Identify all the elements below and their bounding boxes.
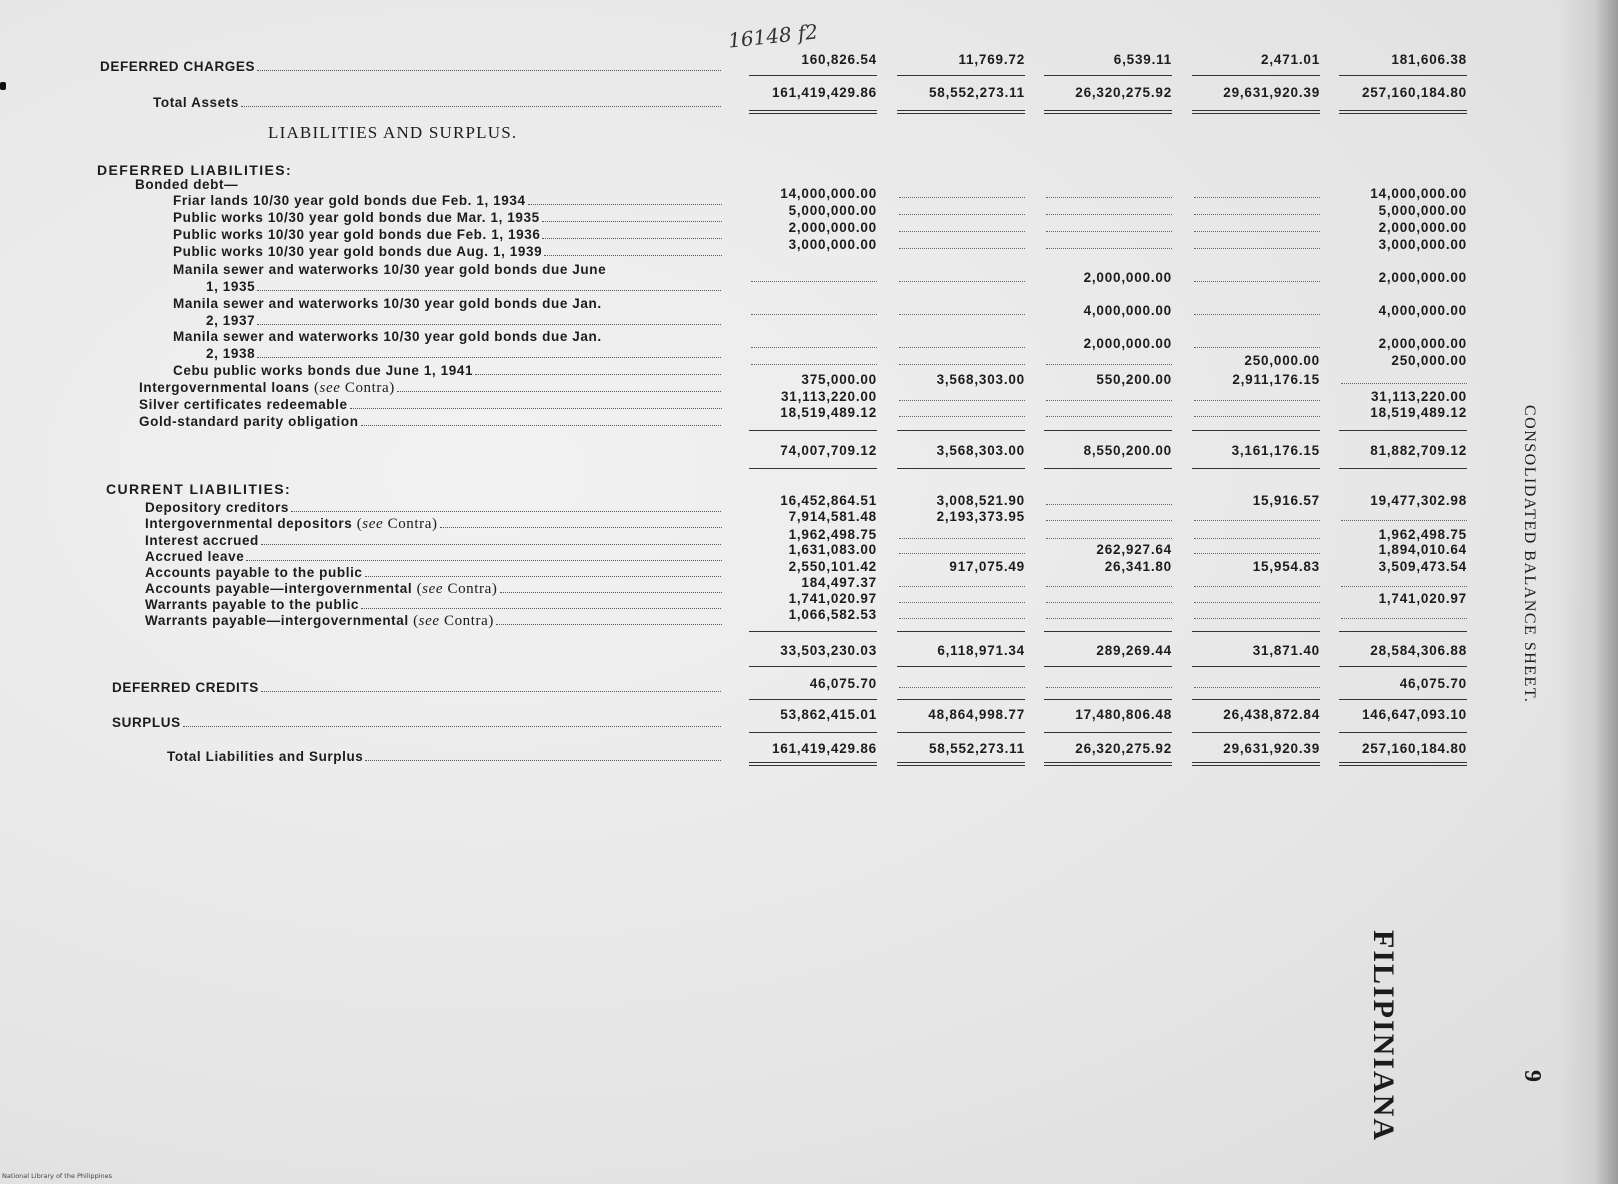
row-label-text: Gold-standard parity obligation [139,414,359,429]
row-label-text: Accounts payable to the public [145,565,363,580]
row-label-friar [173,193,722,209]
cell-total_assets-1: 58,552,273.11 [929,85,1025,100]
cell-surplus-0: 53,862,415.01 [780,707,877,722]
cell-total_liab-2: 26,320,275.92 [1075,741,1172,756]
leader-dots [261,690,722,692]
footer-tag: National Library of the Philippines [2,1172,113,1180]
row-label-text: 2, 1938 [206,346,256,361]
empty-cell-gold-3 [1194,416,1320,417]
row-label-ms1935 [206,279,722,295]
page-number: 9 [1519,1070,1545,1082]
row-label-deferred_credits [112,680,722,696]
row-label-ap_inter [145,581,722,597]
cell-current_total-3: 31,871.40 [1252,643,1320,658]
empty-cell-deferred_credits-1 [899,687,1025,688]
rule-110-4 [1339,110,1467,114]
rule-762-3 [1192,762,1320,766]
rule-631-0 [749,631,877,632]
empty-cell-ap_inter-4 [1341,586,1467,587]
rule-430-1 [897,430,1025,431]
empty-cell-gold-1 [899,416,1025,417]
row-label-text: Total Assets [153,95,239,110]
contra-open: ( [408,613,419,629]
row-label-text: Accrued leave [145,549,245,564]
leader-dots [257,69,722,71]
rule-75-1 [897,75,1025,76]
empty-cell-depository-2 [1046,504,1172,505]
margin-mark [0,82,6,90]
cell-ms1938-4: 2,000,000.00 [1378,336,1467,351]
empty-cell-ms1937-1 [899,314,1025,315]
empty-cell-pw1939-1 [899,248,1025,249]
contra-see: see [362,516,384,532]
contra-see: see [418,613,440,629]
empty-cell-ms1937-0 [751,314,877,315]
empty-cell-wp_inter-1 [899,618,1025,619]
leader-dots [365,759,722,761]
cell-ap_public-0: 2,550,101.42 [788,559,877,574]
leader-dots [500,591,723,593]
row-label-text: Silver certificates redeemable [139,397,348,412]
leader-dots [261,543,722,545]
empty-cell-leave-3 [1194,553,1320,554]
leader-dots [361,607,722,609]
cell-wp_inter-0: 1,066,582.53 [788,607,877,622]
empty-cell-ms1938-1 [899,347,1025,348]
cell-ms1935-2: 2,000,000.00 [1083,270,1172,285]
empty-cell-ap_inter-3 [1194,586,1320,587]
cell-pw1935-4: 5,000,000.00 [1378,203,1467,218]
rule-468-1 [897,468,1025,469]
rule-666-3 [1192,666,1320,667]
cell-gold-0: 18,519,489.12 [780,405,877,420]
cell-interdep-1: 2,193,373.95 [936,509,1025,524]
empty-cell-wp_public-1 [899,602,1025,603]
rule-666-4 [1339,666,1467,667]
leader-dots [496,623,722,625]
contra-reference [310,380,395,396]
empty-cell-interest-2 [1046,538,1172,539]
row-label-interest [145,533,722,549]
cell-pw1935-0: 5,000,000.00 [788,203,877,218]
row-label-ms1935-line1: Manila sewer and waterworks 10/30 year gold bonds due June [173,262,607,277]
cell-ap_public-3: 15,954.83 [1252,559,1320,574]
rule-75-4 [1339,75,1467,76]
contra-close: Contra) [443,581,498,597]
row-label-ms1938 [206,346,722,362]
empty-cell-interest-3 [1194,538,1320,539]
rule-732-4 [1339,732,1467,733]
rule-631-3 [1192,631,1320,632]
row-label-text: 2, 1937 [206,313,256,328]
empty-cell-cebu-0 [751,364,877,365]
rule-732-2 [1044,732,1172,733]
leader-dots [542,220,722,222]
rule-762-4 [1339,762,1467,766]
row-label-wp_inter [145,613,722,629]
rule-631-2 [1044,631,1172,632]
row-label-total_liab [167,749,722,765]
cell-surplus-2: 17,480,806.48 [1075,707,1172,722]
empty-cell-ap_inter-1 [899,586,1025,587]
cell-surplus-4: 146,647,093.10 [1361,707,1467,722]
rule-110-3 [1192,110,1320,114]
leader-dots [183,725,722,727]
row-label-surplus [112,715,722,731]
leader-dots [440,526,722,528]
rule-430-3 [1192,430,1320,431]
empty-cell-deferred_credits-3 [1194,687,1320,688]
cell-total_liab-4: 257,160,184.80 [1361,741,1467,756]
cell-depository-0: 16,452,864.51 [780,493,877,508]
row-label-text: Intergovernmental loans [139,380,310,395]
cell-interloans-2: 550,200.00 [1096,372,1172,387]
cell-cebu-4: 250,000.00 [1391,353,1467,368]
row-label-interdep [145,516,722,532]
row-label-text: SURPLUS [112,715,181,730]
rule-699-3 [1192,699,1320,700]
row-label-text: Public works 10/30 year gold bonds due Aug. 1, 1939 [173,244,543,259]
rule-699-0 [749,699,877,700]
rule-762-0 [749,762,877,766]
cell-total_assets-4: 257,160,184.80 [1361,85,1467,100]
cell-total_assets-3: 29,631,920.39 [1223,85,1320,100]
cell-total_liab-3: 29,631,920.39 [1223,741,1320,756]
rule-666-2 [1044,666,1172,667]
empty-cell-interdep-4 [1341,520,1467,521]
empty-cell-deferred_credits-2 [1046,687,1172,688]
cell-pw1936-4: 2,000,000.00 [1378,220,1467,235]
cell-ms1937-4: 4,000,000.00 [1378,303,1467,318]
row-label-leave [145,549,722,565]
empty-cell-ms1935-1 [899,281,1025,282]
rule-732-1 [897,732,1025,733]
cell-total_assets-0: 161,419,429.86 [771,85,877,100]
row-label-text: 1, 1935 [206,279,256,294]
leader-dots [397,390,722,392]
current-liabilities-heading: CURRENT LIABILITIES: [106,481,292,497]
cell-total_liab-1: 58,552,273.11 [929,741,1025,756]
row-label-ms1937-line1: Manila sewer and waterworks 10/30 year gold bonds due Jan. [173,296,602,311]
row-label-silver [139,397,722,413]
cell-depository-1: 3,008,521.90 [936,493,1025,508]
cell-interloans-3: 2,911,176.15 [1232,372,1320,387]
cell-leave-2: 262,927.64 [1096,542,1172,557]
cell-deferred_credits-4: 46,075.70 [1399,676,1467,691]
empty-cell-pw1935-2 [1046,214,1172,215]
contra-close: Contra) [383,516,438,532]
cell-depository-3: 15,916.57 [1252,493,1320,508]
cell-surplus-1: 48,864,998.77 [928,707,1025,722]
rule-430-0 [749,430,877,431]
contra-open: ( [352,516,363,532]
cell-total_liab-0: 161,419,429.86 [771,741,877,756]
rule-699-4 [1339,699,1467,700]
row-label-pw1936 [173,227,722,243]
leader-dots [291,510,722,512]
empty-cell-silver-3 [1194,400,1320,401]
cell-deferred_credits-0: 46,075.70 [809,676,877,691]
filipiniana-stamp: FILIPINIANA [1367,930,1400,1143]
cell-deferred_total-0: 74,007,709.12 [780,443,877,458]
row-label-depository [145,500,722,516]
rule-110-1 [897,110,1025,114]
row-label-deferred_charges [100,59,722,75]
leader-dots [528,203,722,205]
cell-leave-4: 1,894,010.64 [1378,542,1467,557]
rule-666-0 [749,666,877,667]
cell-interest-0: 1,962,498.75 [788,527,877,542]
row-label-text: Warrants payable to the public [145,597,360,612]
row-label-wp_public [145,597,722,613]
rule-468-0 [749,468,877,469]
cell-deferred_charges-4: 181,606.38 [1391,52,1467,67]
contra-close: Contra) [340,380,395,396]
cell-ms1935-4: 2,000,000.00 [1378,270,1467,285]
bonded-debt-heading: Bonded debt— [135,177,239,192]
cell-friar-4: 14,000,000.00 [1370,186,1467,201]
cell-cebu-3: 250,000.00 [1244,353,1320,368]
rule-732-0 [749,732,877,733]
contra-see: see [422,581,444,597]
empty-cell-friar-2 [1046,197,1172,198]
row-label-ms1937 [206,313,722,329]
row-label-text: Total Liabilities and Surplus [167,749,364,764]
rule-762-1 [897,762,1025,766]
row-label-pw1939 [173,244,722,260]
row-label-pw1935 [173,210,722,226]
cell-ap_inter-0: 184,497.37 [801,575,877,590]
empty-cell-ms1938-3 [1194,347,1320,348]
row-label-text: Warrants payable—intergovernmental [145,613,409,628]
leader-dots [365,575,722,577]
cell-current_total-0: 33,503,230.03 [780,643,877,658]
empty-cell-silver-2 [1046,400,1172,401]
cell-interloans-1: 3,568,303.00 [936,372,1025,387]
empty-cell-interdep-2 [1046,520,1172,521]
row-label-text: Interest accrued [145,533,259,548]
row-label-interloans [139,380,722,396]
empty-cell-friar-1 [899,197,1025,198]
empty-cell-ms1937-3 [1194,314,1320,315]
contra-close: Contra) [439,613,494,629]
empty-cell-ms1935-3 [1194,281,1320,282]
empty-cell-interdep-3 [1194,520,1320,521]
row-label-text: Public works 10/30 year gold bonds due Mar. 1, 1935 [173,210,540,225]
cell-ap_public-4: 3,509,473.54 [1378,559,1467,574]
cell-current_total-2: 289,269.44 [1096,643,1172,658]
cell-deferred_charges-3: 2,471.01 [1261,52,1320,67]
contra-reference [409,613,494,629]
cell-pw1939-0: 3,000,000.00 [788,237,877,252]
cell-ms1937-2: 4,000,000.00 [1083,303,1172,318]
rule-468-4 [1339,468,1467,469]
cell-deferred_charges-2: 6,539.11 [1113,52,1172,67]
leader-dots [361,424,722,426]
cell-deferred_charges-0: 160,826.54 [801,52,877,67]
empty-cell-friar-3 [1194,197,1320,198]
rule-468-2 [1044,468,1172,469]
leader-dots [350,407,722,409]
row-label-gold [139,414,722,430]
empty-cell-pw1935-1 [899,214,1025,215]
contra-open: ( [309,380,320,396]
empty-cell-gold-2 [1046,416,1172,417]
cell-deferred_total-2: 8,550,200.00 [1083,443,1172,458]
row-label-text: Depository creditors [145,500,290,515]
vertical-title: CONSOLIDATED BALANCE SHEET. [1521,405,1538,704]
rule-699-2 [1044,699,1172,700]
row-label-cebu [173,363,722,379]
empty-cell-wp_inter-3 [1194,618,1320,619]
row-label-ms1938-line1: Manila sewer and waterworks 10/30 year gold bonds due Jan. [173,329,602,344]
rule-699-1 [897,699,1025,700]
contra-reference [412,581,497,597]
empty-cell-pw1936-3 [1194,231,1320,232]
rule-468-3 [1192,468,1320,469]
row-label-text: DEFERRED CREDITS [112,680,259,695]
rule-430-2 [1044,430,1172,431]
row-label-text: DEFERRED CHARGES [100,59,256,74]
leader-dots [544,254,722,256]
rule-110-2 [1044,110,1172,114]
leader-dots [257,356,722,358]
empty-cell-interest-1 [899,538,1025,539]
leader-dots [246,559,722,561]
cell-ap_public-1: 917,075.49 [949,559,1025,574]
contra-see: see [319,380,341,396]
leader-dots [542,237,722,239]
empty-cell-ap_inter-2 [1046,586,1172,587]
contra-reference [352,516,437,532]
empty-cell-pw1936-1 [899,231,1025,232]
empty-cell-wp_public-2 [1046,602,1172,603]
cell-leave-0: 1,631,083.00 [788,542,877,557]
cell-pw1939-4: 3,000,000.00 [1378,237,1467,252]
empty-cell-pw1939-2 [1046,248,1172,249]
cell-interloans-0: 375,000.00 [801,372,877,387]
empty-cell-ms1938-0 [751,347,877,348]
row-label-text: Intergovernmental depositors [145,516,353,531]
empty-cell-ms1935-0 [751,281,877,282]
cell-current_total-1: 6,118,971.34 [937,643,1025,658]
empty-cell-pw1935-3 [1194,214,1320,215]
cell-deferred_total-4: 81,882,709.12 [1370,443,1467,458]
rule-732-3 [1192,732,1320,733]
rule-762-2 [1044,762,1172,766]
empty-cell-pw1936-2 [1046,231,1172,232]
row-label-text: Cebu public works bonds due June 1, 1941 [173,363,474,378]
empty-cell-silver-1 [899,400,1025,401]
rule-75-3 [1192,75,1320,76]
row-label-text: Accounts payable—intergovernmental [145,581,413,596]
empty-cell-interloans-4 [1341,383,1467,384]
leader-dots [257,289,722,291]
row-label-total_assets [153,95,722,111]
cell-ms1938-2: 2,000,000.00 [1083,336,1172,351]
cell-total_assets-2: 26,320,275.92 [1075,85,1172,100]
leader-dots [241,105,722,107]
row-label-text: Friar lands 10/30 year gold bonds due Feb. 1, 1934 [173,193,526,208]
rule-631-1 [897,631,1025,632]
leader-dots [475,373,722,375]
empty-cell-wp_inter-2 [1046,618,1172,619]
empty-cell-cebu-2 [1046,364,1172,365]
cell-current_total-4: 28,584,306.88 [1370,643,1467,658]
rule-110-0 [749,110,877,114]
rule-666-1 [897,666,1025,667]
cell-wp_public-0: 1,741,020.97 [788,591,877,606]
empty-cell-cebu-1 [899,364,1025,365]
cell-silver-4: 31,113,220.00 [1371,389,1467,404]
cell-deferred_charges-1: 11,769.72 [958,52,1025,67]
rule-75-2 [1044,75,1172,76]
cell-gold-4: 18,519,489.12 [1370,405,1467,420]
cell-surplus-3: 26,438,872.84 [1223,707,1320,722]
empty-cell-wp_public-3 [1194,602,1320,603]
liabilities-heading: LIABILITIES AND SURPLUS. [268,123,518,142]
empty-cell-pw1939-3 [1194,248,1320,249]
row-label-text: Public works 10/30 year gold bonds due Feb. 1, 1936 [173,227,541,242]
leader-dots [257,323,722,325]
cell-interest-4: 1,962,498.75 [1378,527,1467,542]
empty-cell-wp_inter-4 [1341,618,1467,619]
rule-631-4 [1339,631,1467,632]
cell-interdep-0: 7,914,581.48 [788,509,877,524]
cell-ap_public-2: 26,341.80 [1104,559,1172,574]
cell-depository-4: 19,477,302.98 [1370,493,1467,508]
cell-deferred_total-1: 3,568,303.00 [936,443,1025,458]
row-label-ap_public [145,565,722,581]
empty-cell-leave-1 [899,553,1025,554]
cell-deferred_total-3: 3,161,176.15 [1231,443,1320,458]
rule-430-4 [1339,430,1467,431]
deferred-liabilities-heading: DEFERRED LIABILITIES: [97,162,293,178]
contra-open: ( [412,581,423,597]
cell-wp_public-4: 1,741,020.97 [1378,591,1467,606]
rule-75-0 [749,75,877,76]
page-edge-shadow [1558,0,1618,1184]
handwritten-note: 16148 f2 [726,19,820,53]
cell-friar-0: 14,000,000.00 [780,186,877,201]
cell-pw1936-0: 2,000,000.00 [788,220,877,235]
cell-silver-0: 31,113,220.00 [781,389,877,404]
